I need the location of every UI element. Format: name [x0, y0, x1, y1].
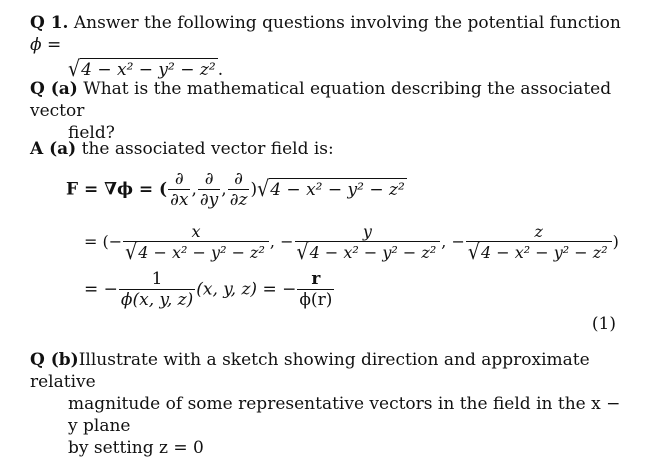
eq1-lhs: F = ∇ϕ = ( — [66, 179, 168, 200]
sqrt-sign: √ — [68, 56, 81, 82]
question-b — [30, 349, 630, 459]
equation-line-2: = (− $\frac{x}{\text{√4 − x² − y² − z²}}$ , − $\frac{y}{\text{√4 − x² − y² − z²}}$ , − $\frac{z}{\text{√4 − x² − y² − z²}}$ ) — [84, 222, 619, 265]
question-a-text-line1: What is the mathematical equation describing the associated vector — [30, 79, 612, 121]
answer-a-text: the associated vector field is: — [81, 139, 334, 159]
question-b-text-line1: Illustrate with a sketch showing direction and approximate relative — [30, 350, 590, 392]
answer-a-label: A (a) — [30, 139, 77, 159]
question-b-text-line3: by setting z = 0 — [68, 438, 204, 458]
question-1 — [30, 12, 630, 81]
question-a-text-line2: field? — [68, 123, 115, 143]
one-over-phi: $\frac{1}{\phi(x, y, z)}$ — [120, 269, 194, 310]
component-y: $\frac{y}{\text{√4 − x² − y² − z²}}$ — [295, 222, 441, 263]
question-1-text: Answer the following questions involving the potential function — [73, 13, 621, 33]
r-over-phi: $\frac{r}{\phi(r)}$ — [299, 269, 333, 310]
potential-radicand: 4 − x² − y² − z² — [81, 60, 216, 80]
eq2-prefix: = (− — [84, 232, 123, 251]
question-b-text-line2: magnitude of some representative vectors in the field in the x − y plane — [68, 394, 621, 436]
eq3-prefix: = − — [84, 279, 118, 300]
partial-x: $\frac{\partial}{\partial x}$ — [170, 169, 189, 210]
phi-equals: ϕ = — [30, 35, 62, 55]
equation-number: (1) — [591, 314, 616, 334]
question-b-label: Q (b) — [30, 350, 79, 370]
partial-y: $\frac{\partial}{\partial y}$ — [199, 169, 219, 210]
vector-xyz: (x, y, z) = − — [196, 279, 297, 300]
equation-line-3 — [84, 270, 335, 310]
eq1-radicand: 4 − x² − y² − z² — [270, 179, 405, 200]
component-z: $\frac{z}{\text{√4 − x² − y² − z²}}$ — [466, 222, 612, 263]
answer-a — [30, 138, 630, 160]
equation-line-1: F = ∇ϕ = ( $\frac{\partial}{\partial x}$ , $\frac{\partial}{\partial y}$ , $\frac{\partial}{\partial z}$ )√4 − x² − y² − z² — [66, 169, 405, 210]
period: . — [217, 60, 224, 80]
component-x: $\frac{x}{\text{√4 − x² − y² − z²}}$ — [123, 222, 269, 263]
question-1-label: Q 1. — [30, 13, 69, 33]
partial-z: $\frac{\partial}{\partial z}$ — [229, 169, 248, 210]
question-a-label: Q (a) — [30, 79, 78, 99]
question-a — [30, 78, 630, 144]
